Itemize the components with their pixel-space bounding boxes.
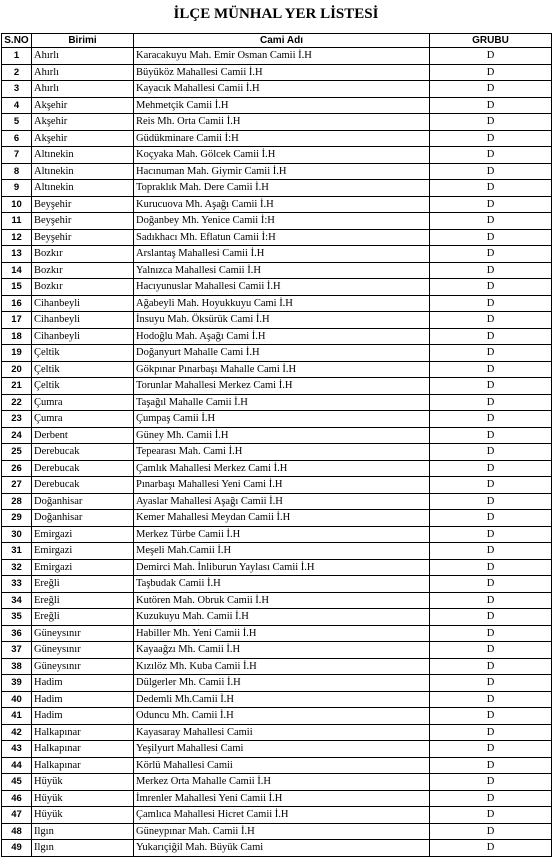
row-cami-name: Kuzukuyu Mah. Camii İ.H (134, 609, 430, 626)
row-group: D (430, 147, 552, 164)
table-row (2, 427, 552, 444)
row-birim: Akşehir (32, 114, 134, 131)
row-group: D (430, 246, 552, 263)
row-number: 16 (2, 295, 32, 312)
row-number: 1 (2, 48, 32, 65)
row-birim: Hüyük (32, 774, 134, 791)
row-birim: Ahırlı (32, 64, 134, 81)
row-number: 27 (2, 477, 32, 494)
row-number: 42 (2, 724, 32, 741)
row-group: D (430, 312, 552, 329)
row-number: 20 (2, 361, 32, 378)
row-birim: Hüyük (32, 807, 134, 824)
row-group: D (430, 444, 552, 461)
row-group: D (430, 807, 552, 824)
table-row (2, 708, 552, 725)
row-cami-name: Kızılöz Mh. Kuba Camii İ.H (134, 658, 430, 675)
row-birim: Emirgazi (32, 526, 134, 543)
table-row (2, 246, 552, 263)
row-number: 28 (2, 493, 32, 510)
row-cami-name: Torunlar Mahallesi Merkez Cami İ.H (134, 378, 430, 395)
row-birim: Bozkır (32, 279, 134, 296)
row-number: 26 (2, 460, 32, 477)
row-number: 14 (2, 262, 32, 279)
header-no: S.NO (2, 34, 32, 48)
table-row (2, 97, 552, 114)
page-title: İLÇE MÜNHAL YER LİSTESİ (173, 6, 379, 22)
row-group: D (430, 840, 552, 857)
row-cami-name: Pınarbaşı Mahallesi Yeni Cami İ.H (134, 477, 430, 494)
row-group: D (430, 691, 552, 708)
row-group: D (430, 81, 552, 98)
row-cami-name: Kutören Mah. Obruk Camii İ.H (134, 592, 430, 609)
row-cami-name: Kayacık Mahallesi Camii İ.H (134, 81, 430, 98)
row-birim: Güneysınır (32, 625, 134, 642)
row-number: 41 (2, 708, 32, 725)
row-cami-name: Meşeli Mah.Camii İ.H (134, 543, 430, 560)
table-row (2, 460, 552, 477)
table-row (2, 48, 552, 65)
row-group: D (430, 213, 552, 230)
row-group: D (430, 345, 552, 362)
table-row (2, 543, 552, 560)
row-number: 48 (2, 823, 32, 840)
row-group: D (430, 427, 552, 444)
row-group: D (430, 460, 552, 477)
row-number: 34 (2, 592, 32, 609)
row-cami-name: Doğanbey Mh. Yenice Camii İ:H (134, 213, 430, 230)
table-row (2, 312, 552, 329)
table-row (2, 477, 552, 494)
row-number: 7 (2, 147, 32, 164)
table-row (2, 328, 552, 345)
row-group: D (430, 196, 552, 213)
row-cami-name: Reis Mh. Orta Camii İ.H (134, 114, 430, 131)
row-birim: Bozkır (32, 262, 134, 279)
row-birim: Derebucak (32, 460, 134, 477)
row-cami-name: Demirci Mah. İnliburun Yaylası Camii İ.H (134, 559, 430, 576)
row-group: D (430, 262, 552, 279)
row-group: D (430, 411, 552, 428)
row-number: 44 (2, 757, 32, 774)
row-cami-name: Sadıkhacı Mh. Eflatun Camii İ:H (134, 229, 430, 246)
table-row (2, 444, 552, 461)
table-row (2, 361, 552, 378)
row-number: 4 (2, 97, 32, 114)
row-number: 2 (2, 64, 32, 81)
row-number: 23 (2, 411, 32, 428)
row-group: D (430, 229, 552, 246)
row-number: 19 (2, 345, 32, 362)
table-row (2, 774, 552, 791)
row-birim: Hadim (32, 691, 134, 708)
row-number: 25 (2, 444, 32, 461)
table-row (2, 790, 552, 807)
row-group: D (430, 477, 552, 494)
row-birim: Cihanbeyli (32, 328, 134, 345)
row-birim: Altınekin (32, 147, 134, 164)
row-group: D (430, 658, 552, 675)
row-number: 6 (2, 130, 32, 147)
row-number: 39 (2, 675, 32, 692)
table-row (2, 642, 552, 659)
table-row (2, 510, 552, 527)
row-number: 33 (2, 576, 32, 593)
row-birim: Çeltik (32, 361, 134, 378)
row-birim: Emirgazi (32, 543, 134, 560)
row-group: D (430, 510, 552, 527)
row-group: D (430, 757, 552, 774)
table-row (2, 625, 552, 642)
row-cami-name: İnsuyu Mah. Öksürük Cami İ.H (134, 312, 430, 329)
row-number: 24 (2, 427, 32, 444)
row-number: 47 (2, 807, 32, 824)
row-cami-name: Oduncu Mh. Camii İ.H (134, 708, 430, 725)
row-number: 36 (2, 625, 32, 642)
table-row (2, 609, 552, 626)
row-cami-name: Kurucuova Mh. Aşağı Camii İ.H (134, 196, 430, 213)
header-birim: Birimi (32, 34, 134, 48)
row-birim: Beyşehir (32, 213, 134, 230)
row-birim: Doğanhisar (32, 493, 134, 510)
row-cami-name: Yalnızca Mahallesi Camii İ.H (134, 262, 430, 279)
header-cami: Cami Adı (134, 34, 430, 48)
row-number: 22 (2, 394, 32, 411)
row-birim: Halkapınar (32, 757, 134, 774)
table-row (2, 345, 552, 362)
table-row (2, 213, 552, 230)
table-row (2, 807, 552, 824)
row-number: 37 (2, 642, 32, 659)
row-birim: Güneysınır (32, 642, 134, 659)
table-row (2, 675, 552, 692)
row-number: 38 (2, 658, 32, 675)
row-number: 5 (2, 114, 32, 131)
row-cami-name: Ağabeyli Mah. Hoyukkuyu Cami İ.H (134, 295, 430, 312)
row-group: D (430, 114, 552, 131)
row-group: D (430, 708, 552, 725)
row-birim: Hüyük (32, 790, 134, 807)
row-group: D (430, 741, 552, 758)
row-number: 8 (2, 163, 32, 180)
row-group: D (430, 790, 552, 807)
row-cami-name: Hodoğlu Mah. Aşağı Cami İ.H (134, 328, 430, 345)
row-number: 35 (2, 609, 32, 626)
row-cami-name: Tepearası Mah. Cami İ.H (134, 444, 430, 461)
table-row (2, 394, 552, 411)
row-group: D (430, 559, 552, 576)
row-group: D (430, 592, 552, 609)
row-number: 18 (2, 328, 32, 345)
row-cami-name: Büyüköz Mahallesi Camii İ.H (134, 64, 430, 81)
table-row (2, 840, 552, 857)
row-birim: Halkapınar (32, 741, 134, 758)
row-group: D (430, 642, 552, 659)
row-cami-name: Doğanyurt Mahalle Cami İ.H (134, 345, 430, 362)
row-number: 46 (2, 790, 32, 807)
row-number: 12 (2, 229, 32, 246)
row-cami-name: Mehmetçik Camii İ.H (134, 97, 430, 114)
row-birim: Hadim (32, 675, 134, 692)
row-group: D (430, 493, 552, 510)
table-row (2, 757, 552, 774)
row-number: 10 (2, 196, 32, 213)
row-cami-name: Körlü Mahallesi Camii (134, 757, 430, 774)
row-birim: Cihanbeyli (32, 312, 134, 329)
row-group: D (430, 97, 552, 114)
row-cami-name: Karacakuyu Mah. Emir Osman Camii İ.H (134, 48, 430, 65)
row-number: 43 (2, 741, 32, 758)
row-cami-name: Hacıyunuslar Mahallesi Camii İ.H (134, 279, 430, 296)
row-birim: Beyşehir (32, 196, 134, 213)
row-birim: Çeltik (32, 345, 134, 362)
row-group: D (430, 774, 552, 791)
row-number: 29 (2, 510, 32, 527)
table-row (2, 163, 552, 180)
row-cami-name: Taşağıl Mahalle Camii İ.H (134, 394, 430, 411)
row-birim: Hadim (32, 708, 134, 725)
table-row (2, 130, 552, 147)
row-birim: Çumra (32, 411, 134, 428)
row-cami-name: İmrenler Mahallesi Yeni Camii İ.H (134, 790, 430, 807)
table-row (2, 559, 552, 576)
row-birim: Doğanhisar (32, 510, 134, 527)
row-group: D (430, 378, 552, 395)
row-group: D (430, 163, 552, 180)
row-group: D (430, 48, 552, 65)
mosque-list-table (1, 33, 552, 857)
row-number: 45 (2, 774, 32, 791)
row-cami-name: Gökpınar Pınarbaşı Mahalle Cami İ.H (134, 361, 430, 378)
row-birim: Güneysınır (32, 658, 134, 675)
row-number: 3 (2, 81, 32, 98)
row-birim: Akşehir (32, 130, 134, 147)
row-cami-name: Dülgerler Mh. Camii İ.H (134, 675, 430, 692)
row-number: 31 (2, 543, 32, 560)
header-grup: GRUBU (430, 34, 552, 48)
row-birim: Akşehir (32, 97, 134, 114)
row-number: 17 (2, 312, 32, 329)
table-row (2, 64, 552, 81)
row-birim: Derbent (32, 427, 134, 444)
table-header-row (2, 34, 552, 48)
row-number: 13 (2, 246, 32, 263)
row-group: D (430, 576, 552, 593)
row-group: D (430, 543, 552, 560)
row-birim: Halkapınar (32, 724, 134, 741)
table-row (2, 81, 552, 98)
row-number: 40 (2, 691, 32, 708)
table-row (2, 378, 552, 395)
row-group: D (430, 295, 552, 312)
table-row (2, 295, 552, 312)
table-row (2, 147, 552, 164)
row-cami-name: Hacınuman Mah. Giymir Camii İ.H (134, 163, 430, 180)
row-cami-name: Topraklık Mah. Dere Camii İ.H (134, 180, 430, 197)
table-row (2, 180, 552, 197)
row-birim: Ilgın (32, 840, 134, 857)
row-number: 11 (2, 213, 32, 230)
row-birim: Ahırlı (32, 48, 134, 65)
row-cami-name: Güneypınar Mah. Camii İ.H (134, 823, 430, 840)
row-cami-name: Kayaağzı Mh. Camii İ.H (134, 642, 430, 659)
row-cami-name: Kemer Mahallesi Meydan Camii İ.H (134, 510, 430, 527)
row-cami-name: Çamlık Mahallesi Merkez Cami İ.H (134, 460, 430, 477)
row-birim: Ilgın (32, 823, 134, 840)
table-row (2, 741, 552, 758)
row-cami-name: Taşbudak Camii İ.H (134, 576, 430, 593)
row-birim: Emirgazi (32, 559, 134, 576)
row-number: 32 (2, 559, 32, 576)
table-row (2, 658, 552, 675)
row-group: D (430, 361, 552, 378)
row-birim: Çeltik (32, 378, 134, 395)
table-row (2, 411, 552, 428)
row-group: D (430, 279, 552, 296)
table-row (2, 724, 552, 741)
row-birim: Ereğli (32, 592, 134, 609)
row-birim: Derebucak (32, 444, 134, 461)
row-group: D (430, 724, 552, 741)
row-cami-name: Güney Mh. Camii İ.H (134, 427, 430, 444)
row-cami-name: Çamlıca Mahallesi Hicret Camii İ.H (134, 807, 430, 824)
row-group: D (430, 609, 552, 626)
row-cami-name: Yukarıçiğil Mah. Büyük Cami (134, 840, 430, 857)
row-group: D (430, 526, 552, 543)
row-number: 21 (2, 378, 32, 395)
row-birim: Ereğli (32, 609, 134, 626)
row-number: 15 (2, 279, 32, 296)
table-row (2, 592, 552, 609)
table-row (2, 196, 552, 213)
row-birim: Cihanbeyli (32, 295, 134, 312)
row-cami-name: Kayasaray Mahallesi Camii (134, 724, 430, 741)
table-row (2, 823, 552, 840)
row-birim: Çumra (32, 394, 134, 411)
row-cami-name: Arslantaş Mahallesi Camii İ.H (134, 246, 430, 263)
row-group: D (430, 180, 552, 197)
row-cami-name: Güdükminare Camii İ:H (134, 130, 430, 147)
row-birim: Derebucak (32, 477, 134, 494)
row-group: D (430, 130, 552, 147)
row-cami-name: Ayaslar Mahallesi Aşağı Camii İ.H (134, 493, 430, 510)
row-group: D (430, 328, 552, 345)
table-row (2, 229, 552, 246)
row-number: 9 (2, 180, 32, 197)
row-group: D (430, 394, 552, 411)
row-birim: Ereğli (32, 576, 134, 593)
row-cami-name: Çumpaş Camii İ.H (134, 411, 430, 428)
row-birim: Ahırlı (32, 81, 134, 98)
row-cami-name: Habiller Mh. Yeni Camii İ.H (134, 625, 430, 642)
row-group: D (430, 64, 552, 81)
row-birim: Altınekin (32, 163, 134, 180)
row-cami-name: Dedemli Mh.Camii İ.H (134, 691, 430, 708)
table-row (2, 526, 552, 543)
row-birim: Bozkır (32, 246, 134, 263)
row-birim: Beyşehir (32, 229, 134, 246)
table-row (2, 493, 552, 510)
row-group: D (430, 823, 552, 840)
table-row (2, 262, 552, 279)
table-row (2, 691, 552, 708)
row-number: 49 (2, 840, 32, 857)
table-row (2, 576, 552, 593)
row-group: D (430, 675, 552, 692)
row-cami-name: Yeşilyurt Mahallesi Cami (134, 741, 430, 758)
row-birim: Altınekin (32, 180, 134, 197)
table-row (2, 114, 552, 131)
row-cami-name: Merkez Türbe Camii İ.H (134, 526, 430, 543)
row-number: 30 (2, 526, 32, 543)
row-cami-name: Merkez Orta Mahalle Camii İ.H (134, 774, 430, 791)
row-cami-name: Koçyaka Mah. Gölcek Camii İ.H (134, 147, 430, 164)
table-row (2, 279, 552, 296)
row-group: D (430, 625, 552, 642)
